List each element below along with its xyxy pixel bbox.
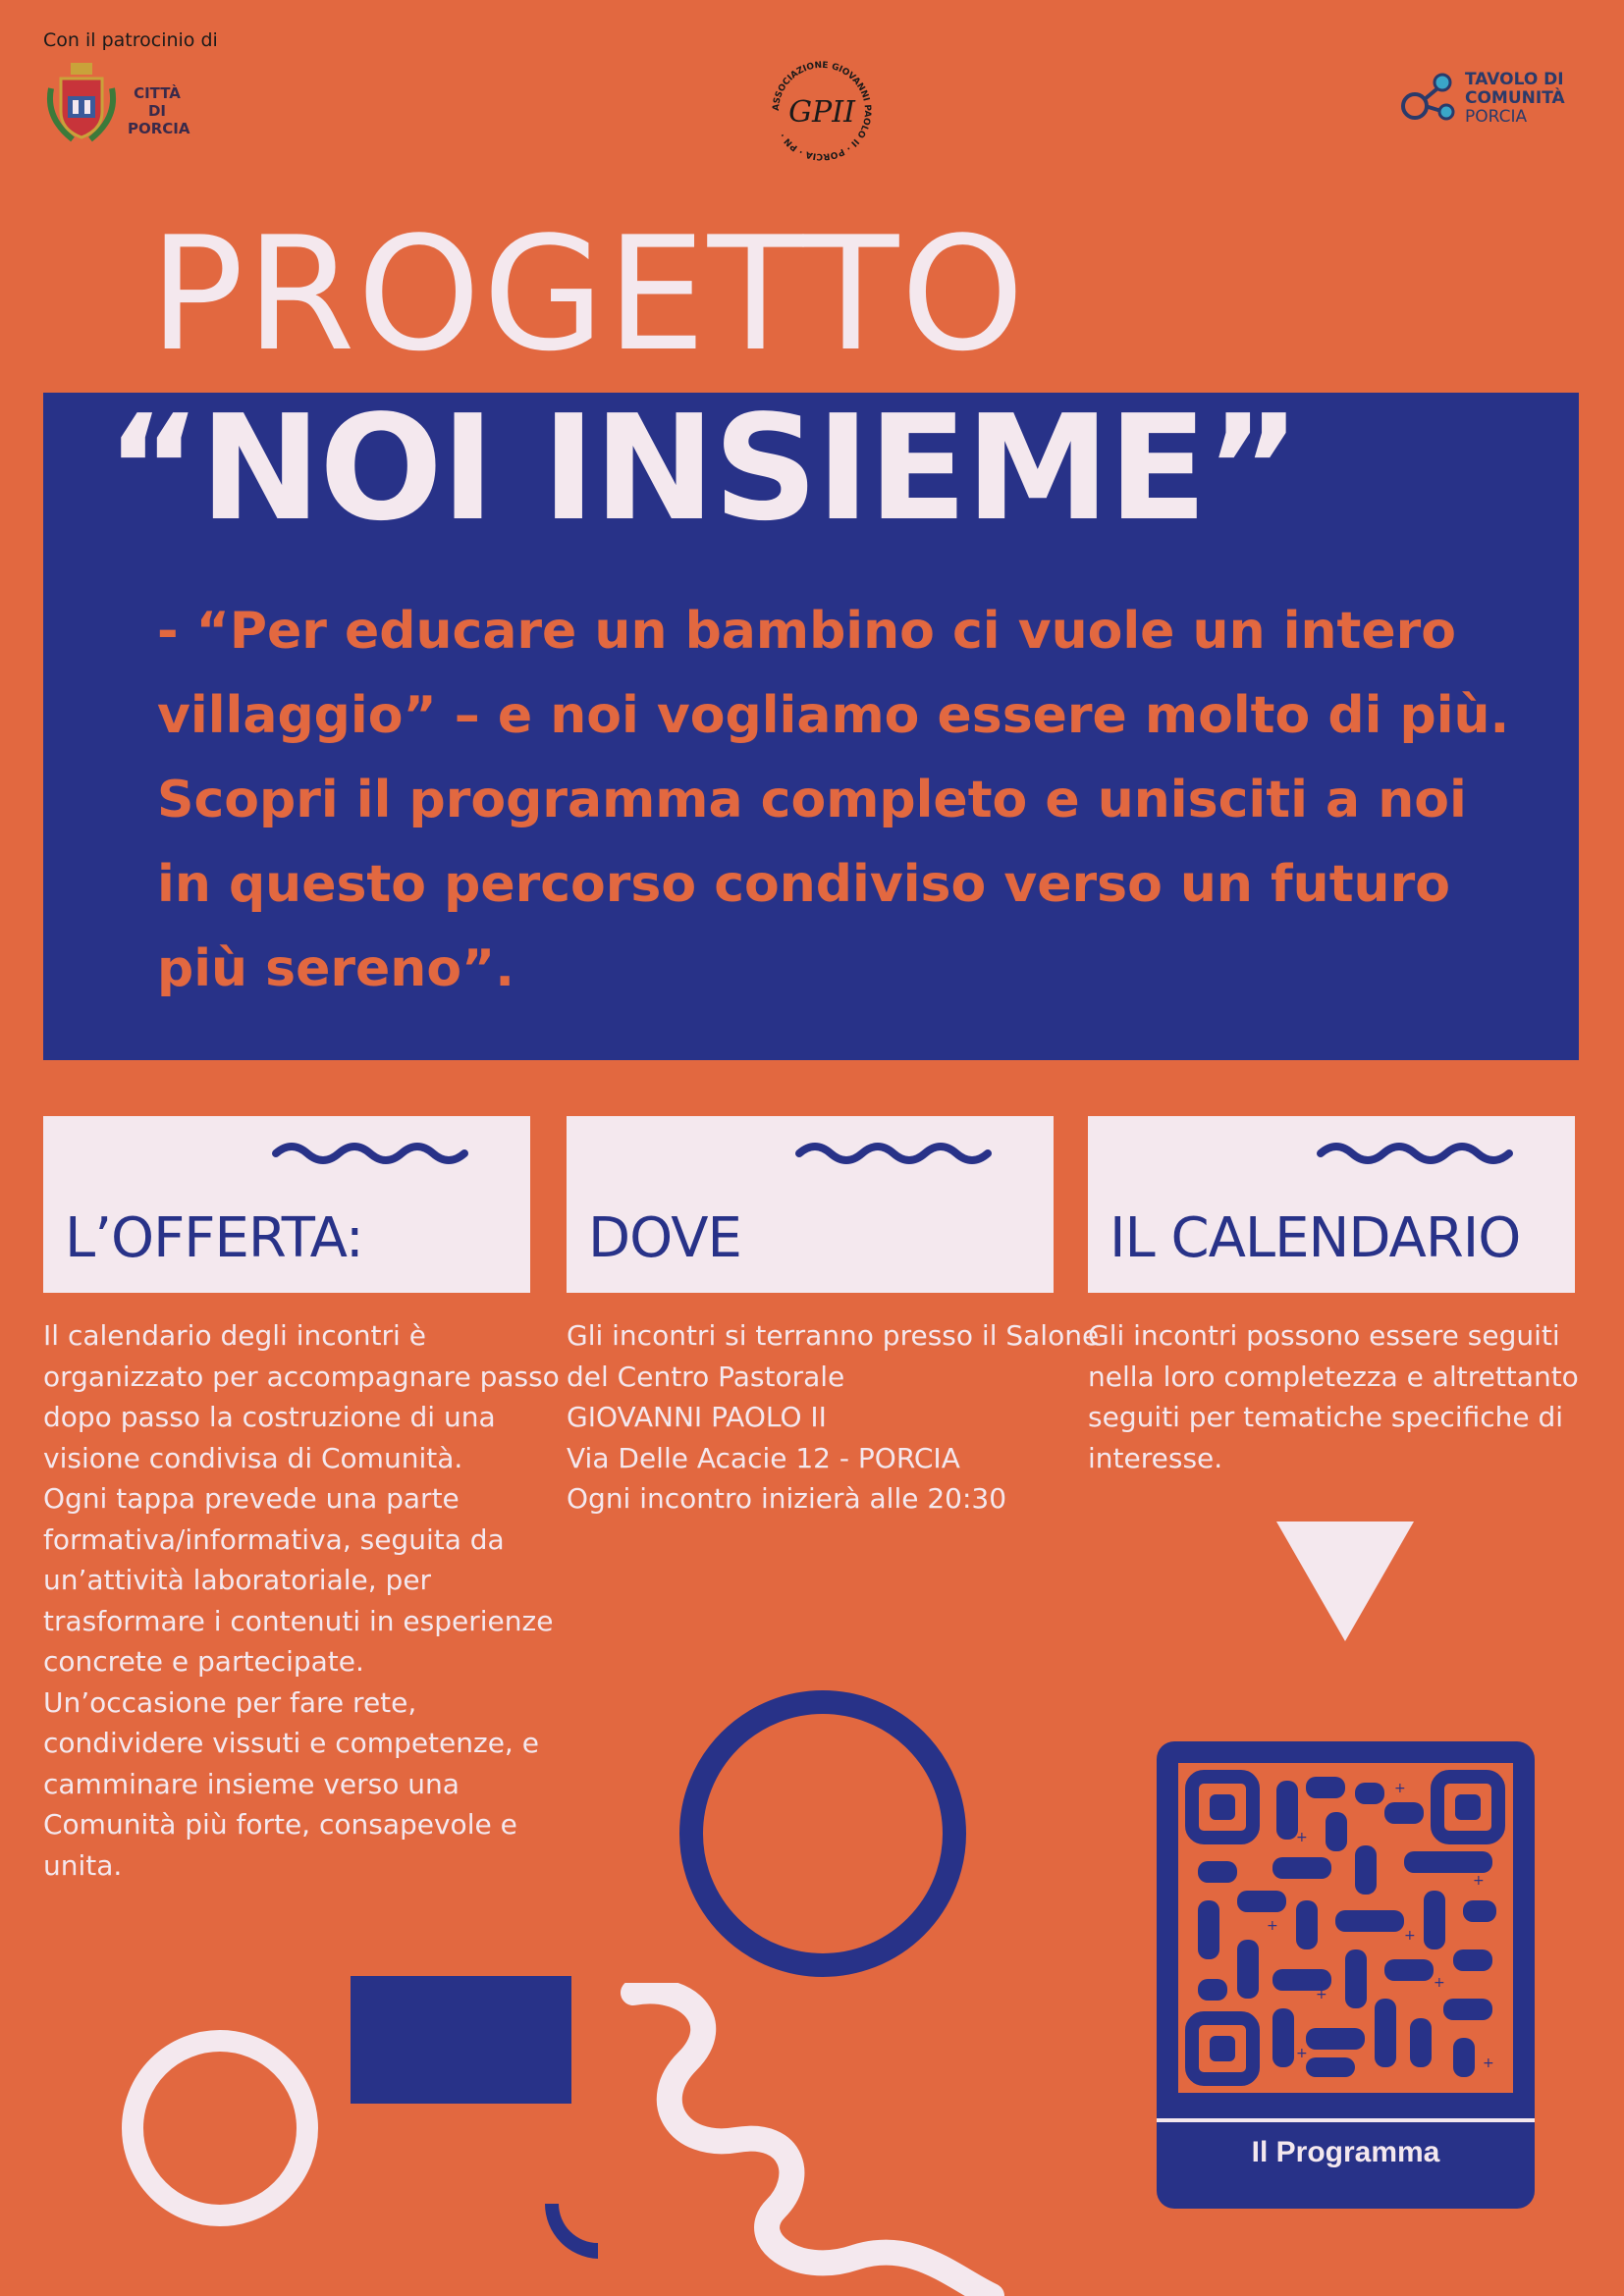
association-logo-icon <box>761 57 883 165</box>
svg-text:+: + <box>1394 1781 1406 1796</box>
svg-text:+: + <box>1434 1975 1445 1991</box>
svg-text:+: + <box>1316 1987 1327 2002</box>
association-ring-text: ASSOCIAZIONE GIOVANNI PAOLO II · PORCIA · PN · <box>771 60 873 162</box>
ring-shape <box>679 1690 966 1977</box>
ring-shape-small <box>122 2030 318 2226</box>
city-name: CITTÀ DI PORCIA <box>128 84 190 137</box>
wave-icon <box>272 1138 476 1169</box>
svg-text:+: + <box>1296 1830 1308 1845</box>
triangle-down-icon <box>1276 1522 1414 1641</box>
project-title: “NOI INSIEME” <box>106 384 1299 553</box>
rectangle-shape <box>351 1976 571 2104</box>
section-box-calendario <box>1088 1116 1575 1293</box>
section-title: IL CALENDARIO <box>1110 1206 1521 1270</box>
patronage-label: Con il patrocinio di <box>43 29 218 51</box>
wave-icon <box>795 1138 1000 1169</box>
city-crest-icon <box>43 59 120 145</box>
dove-text: Gli incontri si terranno presso il Salone del Centro Pastorale GIOVANNI PAOLO II Via Delle Acacie 12 - PORCIA Ogni incontro inizierà alle 20:30 <box>567 1319 1100 1515</box>
section-title: L’OFFERTA: <box>65 1206 363 1270</box>
svg-text:+: + <box>1483 2056 1494 2071</box>
svg-text:+: + <box>1267 1918 1278 1934</box>
offerta-text: Il calendario degli incontri è organizzato per accompagnare passo dopo passo la costruzione di una visione condivisa di Comunità. Ogni tappa prevede una parte formativa/informativa, seguita da un’attività laboratoriale, per trasformare i contenuti in esperienze concrete e partecipate. Un’occasione per fare rete, condividere vissuti e competenze, e camminare insieme verso una Comunità più forte, consapevole e unita. <box>43 1319 560 1882</box>
section-box-dove <box>567 1116 1054 1293</box>
section-box-offerta <box>43 1116 530 1293</box>
project-label: PROGETTO <box>149 202 1027 386</box>
qr-label[interactable]: Il Programma <box>1251 2136 1440 2168</box>
svg-text:+: + <box>1296 2046 1308 2061</box>
svg-text:+: + <box>1473 1873 1485 1889</box>
svg-text:+: + <box>1404 1928 1416 1944</box>
wave-icon <box>1317 1138 1521 1169</box>
association-monogram: GPII <box>788 95 855 130</box>
squiggle-shape <box>619 1983 1129 2296</box>
quarter-circle-shape <box>545 2204 604 2263</box>
intro-quote: - “Per educare un bambino ci vuole un intero villaggio” – e noi vogliamo essere molto di più. Scopri il programma completo e unisciti a noi in questo percorso condiviso verso un futuro più sereno”. <box>157 602 1510 998</box>
qr-code-icon[interactable] <box>1178 1763 1513 2093</box>
section-title: DOVE <box>588 1206 741 1270</box>
network-icon <box>1399 69 1458 128</box>
calendario-text: Gli incontri possono essere seguiti nella loro completezza e altrettanto seguiti per tematiche specifiche di interesse. <box>1088 1319 1579 1474</box>
tavolo-logo-text: TAVOLO DI COMUNITÀ PORCIA <box>1465 70 1565 127</box>
